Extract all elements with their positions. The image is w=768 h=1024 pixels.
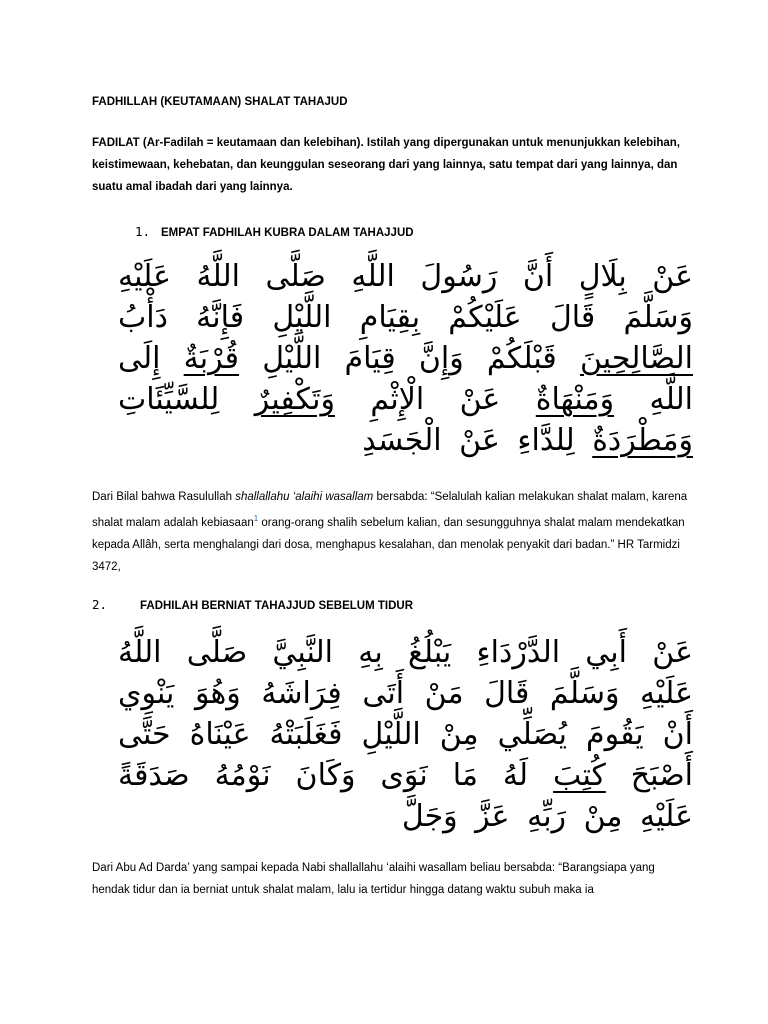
- section-1-title: EMPAT FADHILAH KUBRA DALAM TAHAJJUD: [161, 227, 414, 239]
- section-1-arabic-text: عَنْ بِلَالٍ أَنَّ رَسُولَ اللَّهِ صَلَّى اللَّهُ عَلَيْهِ وَسَلَّمَ قَالَ عَلَيْكُمْ بِقِيَامِ اللَّيْلِ فَإِنَّهُ دَأْبُ الصَّالِحِينَ قَبْلَكُمْ وَإِنَّ قِيَامَ اللَّيْلِ قُرْبَةٌ إِلَى اللَّهِ وَمَنْهَاةٌ عَنْ الْإِثْمِ وَتَكْفِيرٌ لِلسَّيِّئَاتِ وَمَطْرَدَةٌ لِلدَّاءِ عَنْ الْجَسَدِ: [118, 259, 694, 458]
- section-2-title: FADHILAH BERNIAT TAHAJJUD SEBELUM TIDUR: [140, 600, 414, 612]
- section-2-translation: Dari Abu Ad Darda’ yang sampai kepada Nabi shallallahu ‘alaihi wasallam beliau bersabda: “Barangsiapa yang hendak tidur dan ia berniat untuk shalat malam, lalu ia tertidur hingga datang waktu subuh maka ia: [92, 862, 655, 896]
- section-1-translation: Dari Bilal bahwa Rasulullah shallallahu ‘alaihi wasallam bersabda: “Selalulah kalian melakukan shalat malam, karena shalat malam adalah kebiasaan$^1$ orang-orang shalih sebelum kalian, dan sesungguhnya shalat malam mendekatkan kepada Allâh, serta menghalangi dari dosa, menghapus kesalahan, dan menolak penyakit dari badan.” HR Tarmidzi 3472,: [92, 491, 688, 573]
- footnote-link[interactable]: 1: [253, 514, 259, 523]
- section-1-number: 1.: [135, 224, 151, 239]
- intro-paragraph: FADILAT (Ar-Fadilah = keutamaan dan kelebihan). Istilah yang dipergunakan untuk menunjukkan kelebihan, keistimewaan, kehebatan, dan keunggulan seseorang dari yang lainnya, satu tempat dari yang lainnya, dan suatu amal ibadah dari yang lainnya.: [92, 137, 680, 193]
- section-2-arabic-text: عَنْ أَبِي الدَّرْدَاءِ يَبْلُغُ بِهِ النَّبِيَّ صَلَّى اللَّهُ عَلَيْهِ وَسَلَّمَ قَالَ مَنْ أَتَى فِرَاشَهُ وَهُوَ يَنْوِي أَنْ يَقُومَ يُصَلِّي مِنْ اللَّيْلِ فَغَلَبَتْهُ عَيْنَاهُ حَتَّى أَصْبَحَ كُتِبَ لَهُ مَا نَوَى وَكَانَ نَوْمُهُ صَدَقَةً عَلَيْهِ مِنْ رَبِّهِ عَزَّ وَجَلَّ: [118, 635, 693, 834]
- document-title: FADHILLAH (KEUTAMAAN) SHALAT TAHAJUD: [92, 96, 348, 108]
- section-2-number: 2.: [92, 597, 108, 612]
